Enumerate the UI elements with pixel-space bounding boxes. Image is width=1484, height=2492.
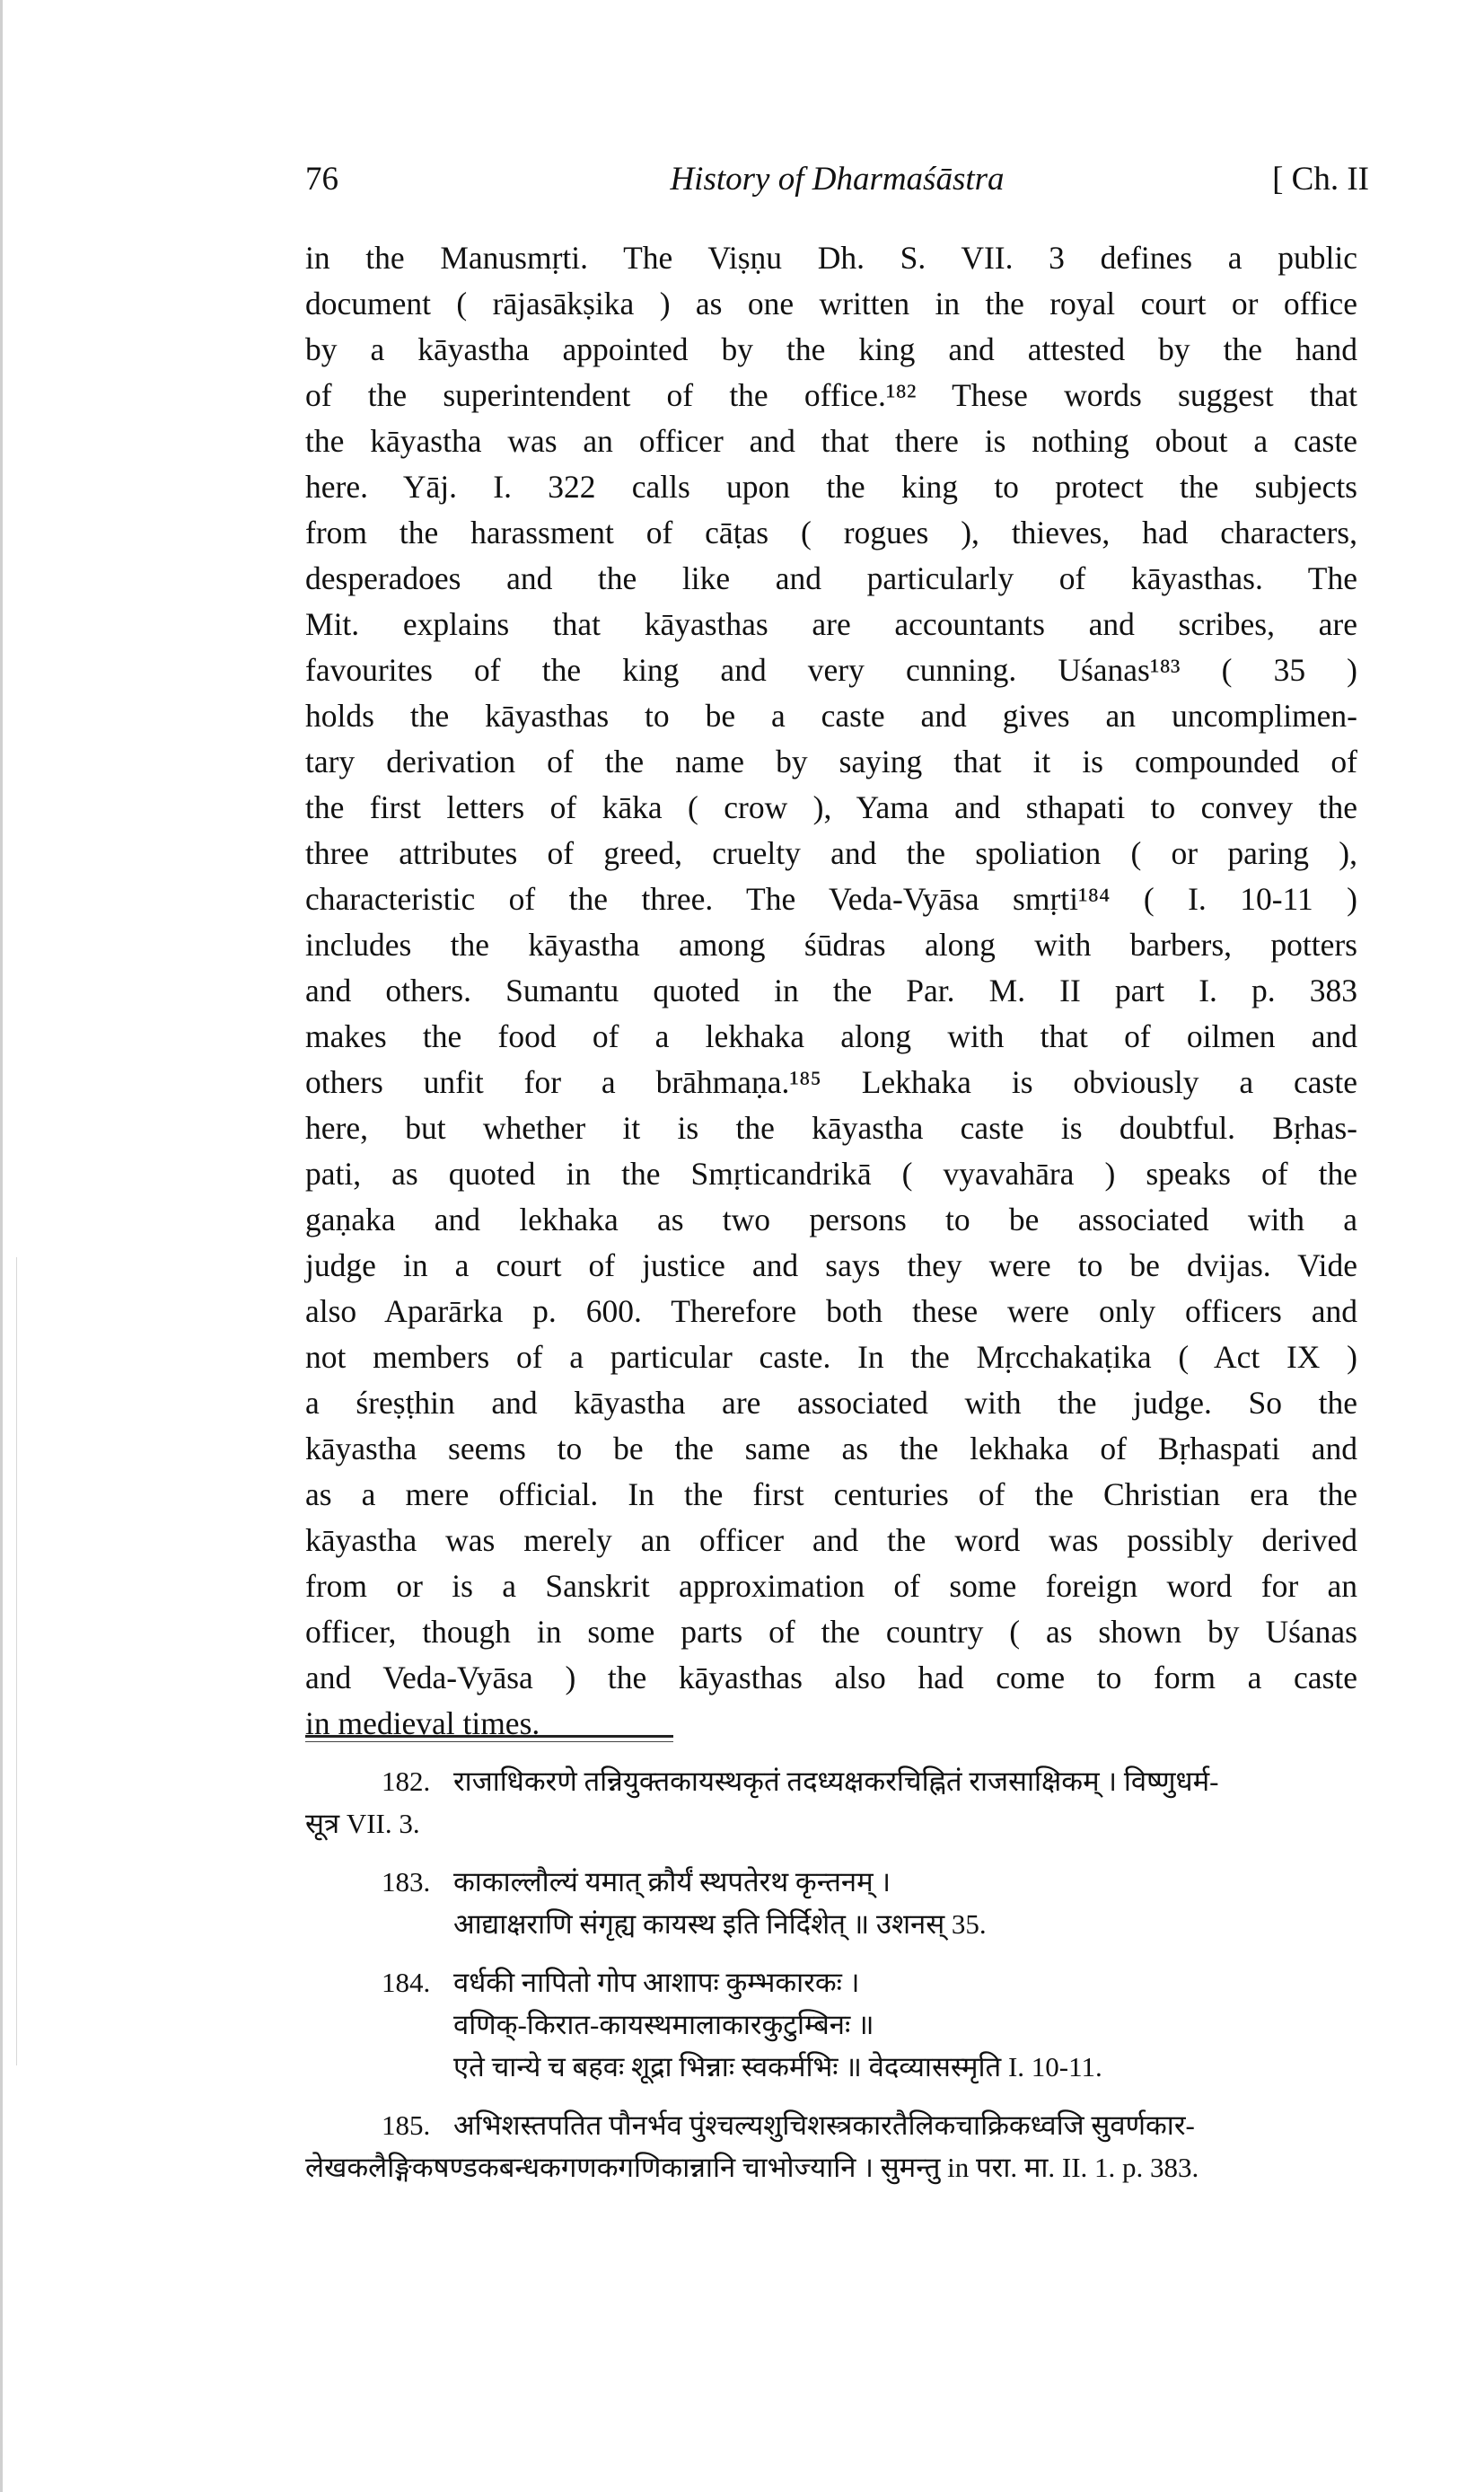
footnotes — [305, 1760, 1365, 2205]
footnote-number: 182. — [382, 1766, 431, 1797]
body-line: a śreṣṭhin and kāyastha are associated with the judge. So the — [305, 1385, 1357, 1421]
chapter-reference: [ Ch. II — [1272, 161, 1369, 198]
body-line: officer, though in some parts of the country ( as shown by Uśanas — [305, 1614, 1357, 1650]
body-line: holds the kāyasthas to be a caste and gives an uncomplimen- — [305, 698, 1357, 734]
body-line: the kāyastha was an officer and that there is nothing obout a caste — [305, 423, 1357, 459]
scan-edge-mark — [16, 1257, 17, 2065]
body-line: as a mere official. In the first centuries of the Christian era the — [305, 1476, 1357, 1512]
footnote-line: एते चान्ये च बहवः शूद्रा भिन्नाः स्वकर्मभिः ॥ वेदव्यासस्मृति I. 10-11. — [453, 2051, 1102, 2083]
body-line: includes the kāyastha among śūdras along with barbers, potters — [305, 927, 1357, 963]
body-line: also Aparārka p. 600. Therefore both these were only officers and — [305, 1293, 1357, 1329]
body-line: in medieval times. — [305, 1705, 540, 1741]
body-line: characteristic of the three. The Veda-Vyāsa smṛti¹⁸⁴ ( I. 10-11 ) — [305, 881, 1357, 917]
footnote-line: सूत्र VII. 3. — [305, 1808, 420, 1839]
footnote-line — [305, 1760, 1365, 1802]
page-header — [305, 160, 1369, 205]
body-line: pati, as quoted in the Smṛticandrikā ( vyavahāra ) speaks of the — [305, 1156, 1357, 1192]
footnote-line — [305, 1861, 1365, 1903]
footnote-rule-thin — [305, 1741, 673, 1742]
footnote-line: वणिक्-किरात-कायस्थमालाकारकुटुम्बिनः ॥ — [453, 2009, 874, 2040]
footnote-line — [305, 1961, 1365, 2003]
body-line: here. Yāj. I. 322 calls upon the king to protect the subjects — [305, 469, 1357, 505]
footnote-text: वर्धकी नापितो गोप आशापः कुम्भकारकः । — [453, 1967, 860, 1998]
page-number: 76 — [305, 161, 338, 198]
body-line: in the Manusmṛti. The Viṣṇu Dh. S. VII. 3 defines a public — [305, 240, 1357, 276]
footnote-text: काकाल्लौल्यं यमात् क्रौर्यं स्थपतेरथ कृन्तनम् । — [453, 1866, 891, 1898]
body-line: and others. Sumantu quoted in the Par. M. II part I. p. 383 — [305, 973, 1357, 1008]
body-line: makes the food of a lekhaka along with that of oilmen and — [305, 1018, 1357, 1054]
footnote — [305, 1961, 1365, 2088]
body-line: of the superintendent of the office.¹⁸² These words suggest that — [305, 377, 1357, 413]
body-line: judge in a court of justice and says they were to be dvijas. Vide — [305, 1247, 1357, 1283]
footnote-number: 185. — [382, 2109, 431, 2141]
body-line: and Veda-Vyāsa ) the kāyasthas also had come to form a caste — [305, 1660, 1357, 1695]
body-line: the first letters of kāka ( crow ), Yama and sthapati to convey the — [305, 789, 1357, 825]
body-line: kāyastha was merely an officer and the word was possibly derived — [305, 1522, 1357, 1558]
body-line: Mit. explains that kāyasthas are accountants and scribes, are — [305, 606, 1357, 642]
body-line: favourites of the king and very cunning. Uśanas¹⁸³ ( 35 ) — [305, 652, 1357, 688]
footnote — [305, 2104, 1365, 2188]
body-line: kāyastha seems to be the same as the lekhaka of Bṛhaspati and — [305, 1431, 1357, 1466]
body-line: from the harassment of cāṭas ( rogues ), thieves, had characters, — [305, 515, 1357, 550]
footnote-line: लेखकलैङ्गिकषण्डकबन्धकगणकगणिकान्नानि चाभोज्यानि । सुमन्तु in परा. मा. II. 1. p. 383. — [305, 2152, 1199, 2183]
body-line: document ( rājasākṣika ) as one written in the royal court or office — [305, 286, 1357, 321]
footnote-number: 183. — [382, 1866, 431, 1898]
footnote — [305, 1861, 1365, 1945]
footnote-text: राजाधिकरणे तन्नियुक्तकायस्थकृतं तदध्यक्षकरचिह्नितं राजसाक्षिकम् । विष्णुधर्म- — [453, 1766, 1219, 1797]
body-line: not members of a particular caste. In the Mṛcchakaṭika ( Act IX ) — [305, 1339, 1357, 1375]
body-line: here, but whether it is the kāyastha caste is doubtful. Bṛhas- — [305, 1110, 1357, 1146]
footnote-rule — [305, 1735, 673, 1738]
body-line: tary derivation of the name by saying that it is compounded of — [305, 744, 1357, 779]
body-line: three attributes of greed, cruelty and the spoliation ( or paring ), — [305, 835, 1357, 871]
body-text — [305, 235, 1357, 1747]
footnote-number: 184. — [382, 1967, 431, 1998]
running-title: History of Dharmaśāstra — [670, 161, 1005, 198]
body-line: others unfit for a brāhmaṇa.¹⁸⁵ Lekhaka is obviously a caste — [305, 1064, 1357, 1100]
footnote-line — [305, 2104, 1365, 2146]
body-line: from or is a Sanskrit approximation of some foreign word for an — [305, 1568, 1357, 1604]
footnote-text: अभिशस्तपतित पौनर्भव पुंश्चल्यशुचिशस्त्रकारतैलिकचाक्रिकध्वजि सुवर्णकार- — [453, 2109, 1195, 2141]
footnote — [305, 1760, 1365, 1845]
scan-edge — [0, 0, 3, 2492]
footnote-line: आद्याक्षराणि संगृह्य कायस्थ इति निर्दिशेत् ॥ उशनस् 35. — [453, 1908, 987, 1940]
body-line: by a kāyastha appointed by the king and attested by the hand — [305, 331, 1357, 367]
body-line: desperadoes and the like and particularly of kāyasthas. The — [305, 560, 1357, 596]
body-line: gaṇaka and lekhaka as two persons to be associated with a — [305, 1202, 1357, 1237]
